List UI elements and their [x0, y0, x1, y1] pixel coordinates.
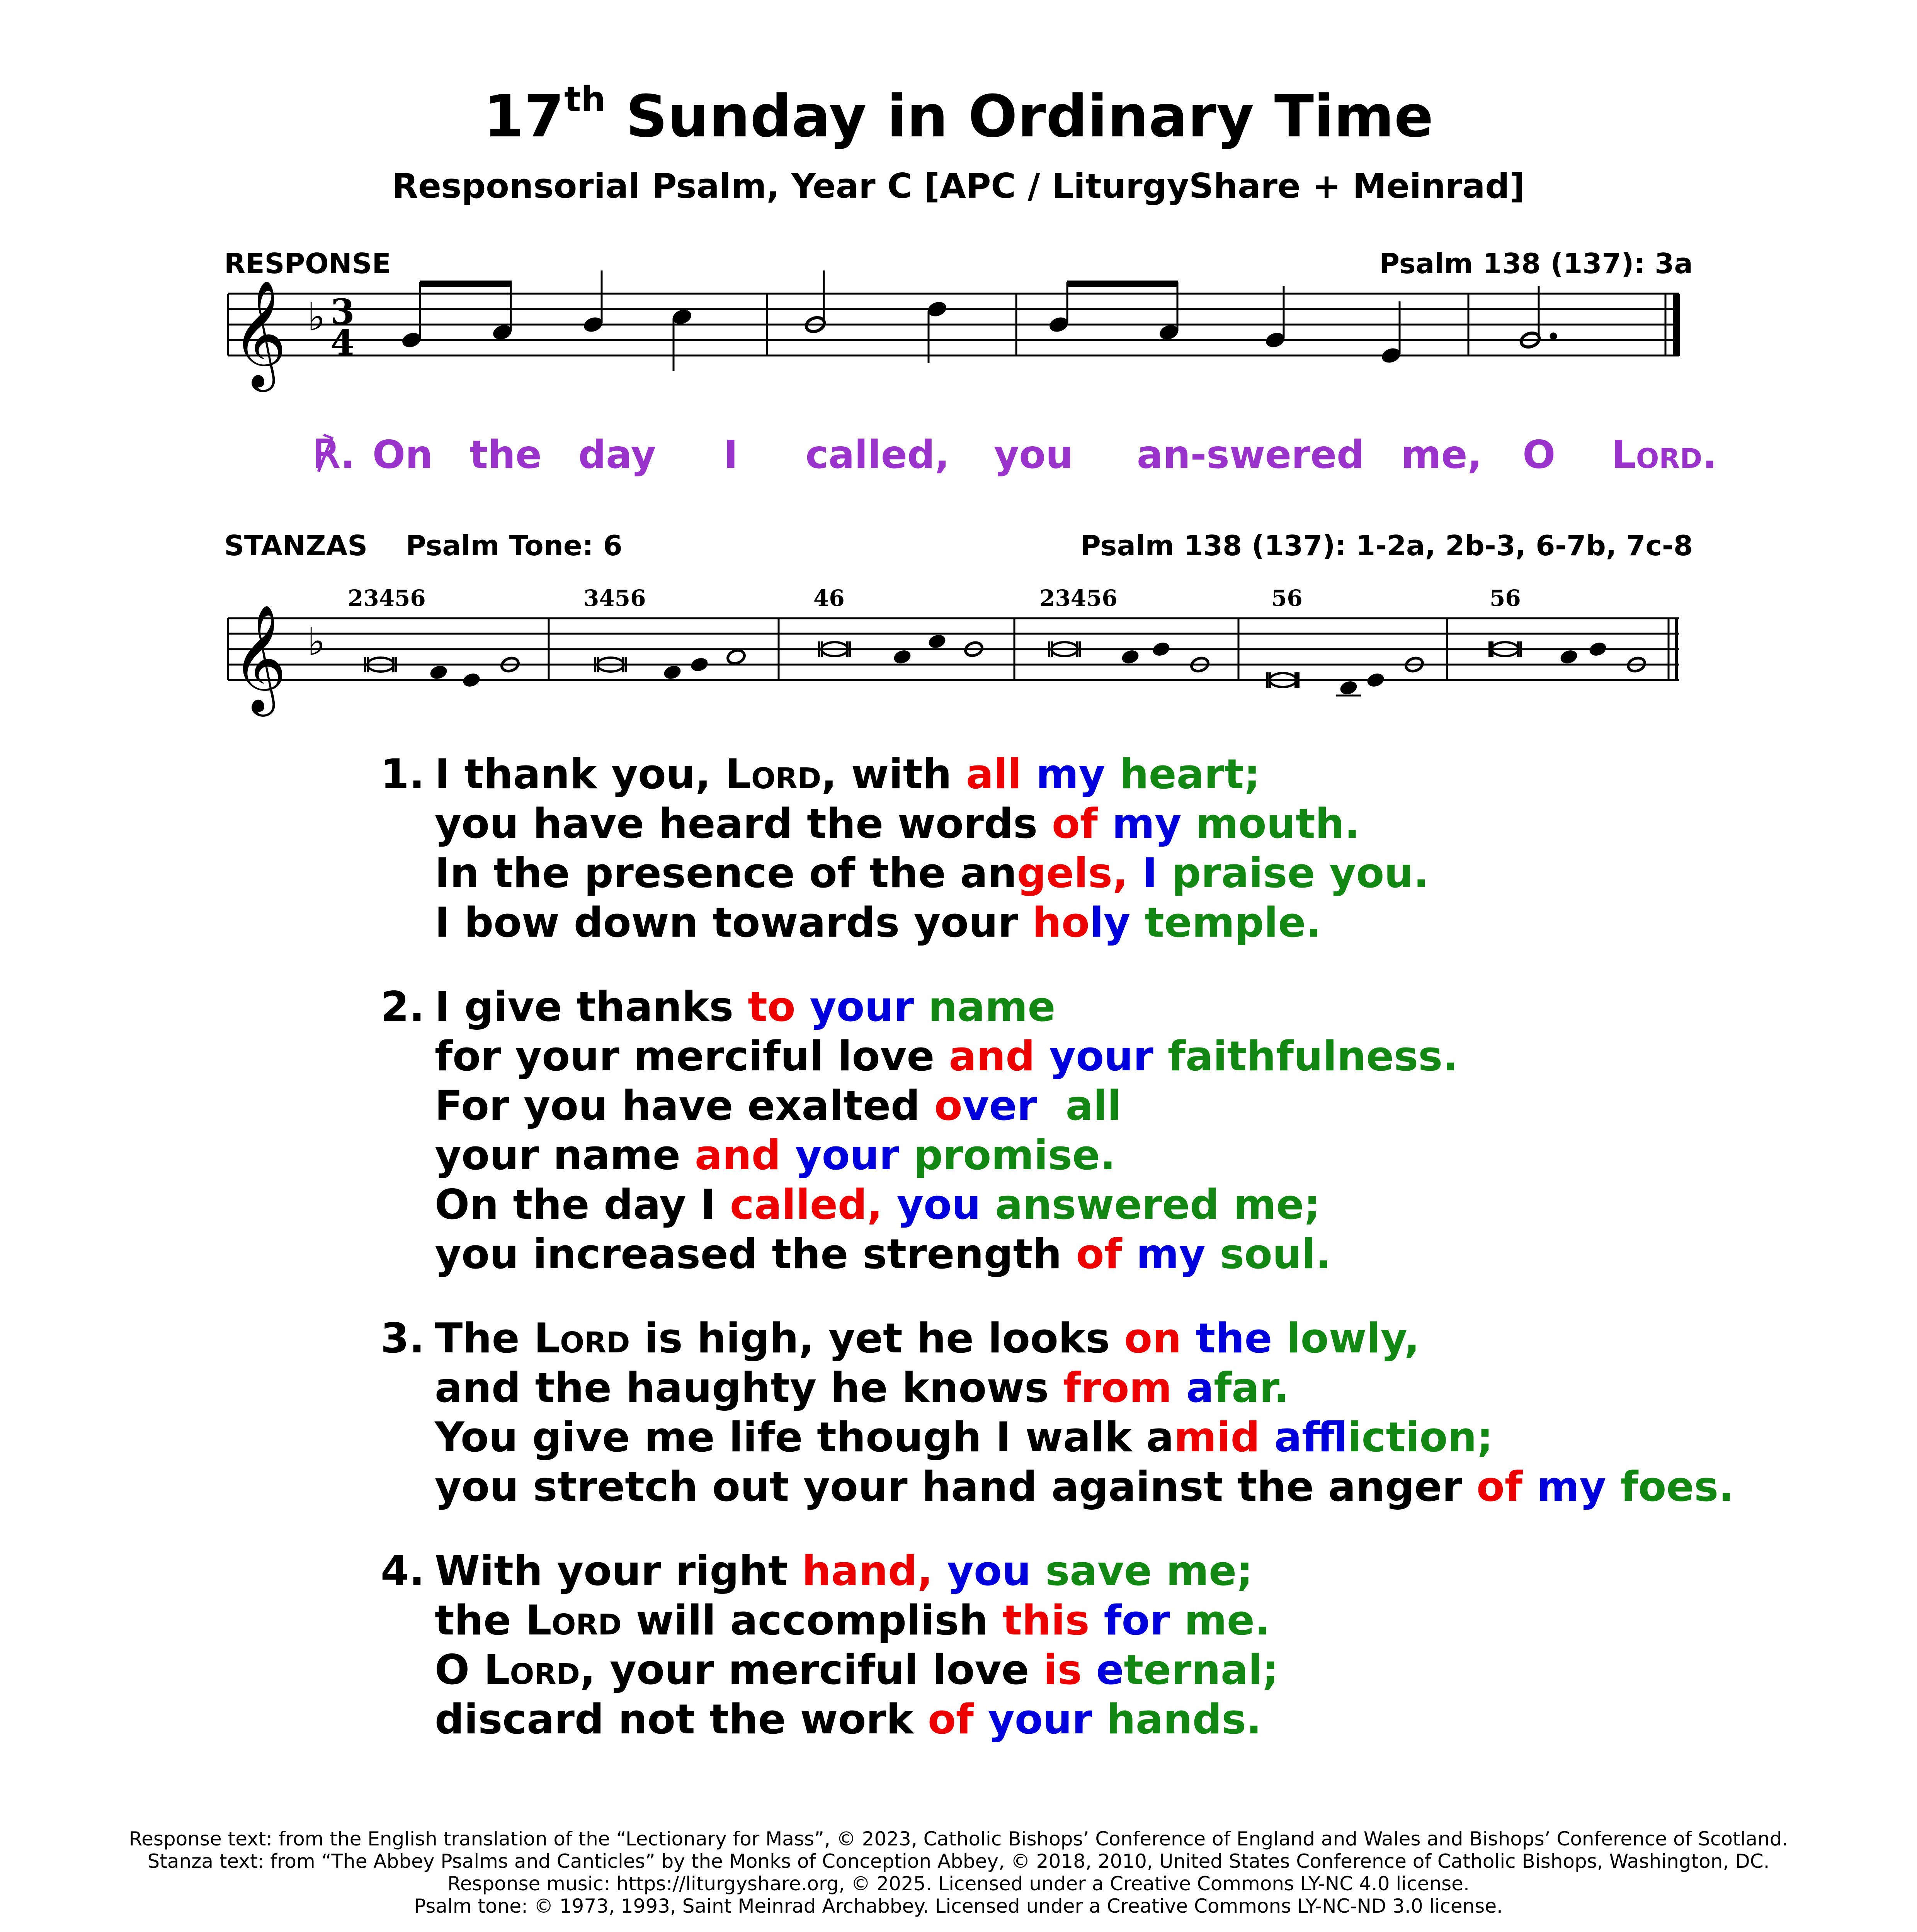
stanza — [381, 982, 1734, 1279]
text-segment: temple. — [1145, 899, 1322, 946]
credit-line: Psalm tone: © 1973, 1993, Saint Meinrad Archabbey. Licensed under a Creative Commons LY-NC-ND 3.0 license. — [414, 1895, 1503, 1917]
stanza-line — [435, 1462, 1734, 1512]
text-segment: o — [934, 1082, 963, 1129]
lyric-syllable: I — [723, 432, 738, 477]
credit-line: Response music: https://liturgyshare.org, © 2025. Licensed under a Creative Commons LY-NC 4.0 license. — [447, 1872, 1470, 1895]
response-reference: Psalm 138 (137): 3a — [1379, 247, 1693, 280]
credit-line: Stanza text: from “The Abbey Psalms and Canticles” by the Monks of Conception Abbey, © 2018, 2010, United States Conference of Catholic Bishops, Washington, DC. — [147, 1850, 1770, 1872]
text-segment: Lord — [534, 1315, 630, 1362]
text-segment — [1037, 1082, 1066, 1129]
text-segment: and — [694, 1131, 781, 1179]
stanza-line — [435, 1314, 1734, 1363]
text-segment: to — [748, 983, 796, 1031]
measure-label: 3456 — [583, 585, 646, 611]
text-segment — [1206, 1230, 1220, 1278]
text-segment — [781, 1131, 795, 1179]
stanza-line — [435, 1363, 1734, 1413]
credits — [0, 1828, 1917, 1917]
measure-label: 23456 — [1039, 585, 1118, 611]
text-segment: Lord — [484, 1646, 580, 1694]
text-segment: promise. — [913, 1131, 1116, 1179]
response-label: RESPONSE — [224, 247, 391, 280]
text-segment: answered me; — [995, 1181, 1320, 1228]
text-segment — [974, 1696, 988, 1743]
text-segment — [1082, 1646, 1096, 1694]
text-segment: af — [1274, 1413, 1348, 1461]
measure-label: 23456 — [348, 585, 426, 611]
stanza-line — [435, 1645, 1734, 1695]
lyric-syllable: O — [1522, 432, 1556, 477]
text-segment: With your right — [435, 1547, 802, 1595]
stanza-line — [435, 1413, 1734, 1462]
text-segment: lowly, — [1286, 1315, 1420, 1362]
text-segment: me. — [1184, 1597, 1271, 1644]
text-segment: save me; — [1045, 1547, 1253, 1595]
text-segment — [796, 983, 810, 1031]
text-segment: and — [949, 1032, 1035, 1080]
stanza — [381, 1546, 1734, 1744]
text-segment: heart; — [1119, 750, 1260, 798]
text-segment — [1153, 1032, 1168, 1080]
title-text: Sunday in Ordinary Time — [606, 83, 1434, 150]
lyric-syllable: called, — [805, 432, 950, 477]
stanza-line — [435, 1032, 1734, 1081]
psalm-tone-staff — [0, 0, 1917, 734]
text-segment — [1170, 1597, 1184, 1644]
lyric-syllable: day — [578, 432, 656, 477]
text-segment: my — [1136, 1230, 1206, 1278]
text-segment: the — [1196, 1315, 1272, 1362]
stanzas-reference: Psalm 138 (137): 1-2a, 2b-3, 6-7b, 7c-8 — [1080, 529, 1693, 562]
text-segment: your — [810, 983, 914, 1031]
text-segment — [1092, 1696, 1106, 1743]
stanza-number: 1. — [381, 750, 425, 798]
flat-sign-icon: ♭ — [307, 619, 326, 664]
text-segment — [1022, 750, 1036, 798]
text-segment: praise you. — [1172, 849, 1429, 897]
text-segment: I thank you, — [435, 750, 725, 798]
text-segment: gels, — [1017, 849, 1128, 897]
text-segment: your — [1049, 1032, 1153, 1080]
text-segment: you — [947, 1547, 1031, 1595]
text-segment: hands. — [1106, 1696, 1262, 1743]
title-ordinal-suffix: th — [564, 79, 606, 120]
text-segment: on — [1124, 1315, 1182, 1362]
text-segment: For you have exalted — [435, 1082, 934, 1129]
time-signature-bottom: 4 — [330, 322, 355, 363]
text-segment: ly — [1089, 899, 1131, 946]
text-segment — [1182, 1315, 1196, 1362]
stanza-line — [435, 750, 1734, 799]
text-segment: you — [896, 1181, 981, 1228]
text-segment: On the day I — [435, 1181, 730, 1228]
stanza-line — [435, 799, 1734, 849]
text-segment: is high, yet he looks — [630, 1315, 1124, 1362]
text-segment: ternal; — [1124, 1646, 1279, 1694]
text-segment: my — [1112, 800, 1182, 847]
stanza-line — [435, 982, 1734, 1032]
text-segment — [1130, 899, 1145, 946]
text-segment: faithfulness. — [1167, 1032, 1458, 1080]
text-segment: I give thanks — [435, 983, 748, 1031]
text-segment — [1035, 1032, 1049, 1080]
text-segment — [981, 1181, 995, 1228]
lyric-syllable: you — [994, 432, 1073, 477]
text-segment: hand, — [802, 1547, 933, 1595]
stanza-line — [435, 1131, 1734, 1180]
credit-line: Response text: from the English translation of the “Lectionary for Mass”, © 2023, Catholic Bishops’ Conference of England and Wales and Bishops’ Conference of Scotland. — [129, 1828, 1788, 1850]
lyric-syllable: an-swered — [1137, 432, 1364, 477]
text-segment: I — [1142, 849, 1158, 897]
measure-label: 56 — [1490, 585, 1521, 611]
text-segment: The — [435, 1315, 534, 1362]
text-segment — [1105, 750, 1119, 798]
text-segment — [1031, 1547, 1045, 1595]
lyric-syllable: On — [372, 432, 433, 477]
text-segment: will accomplish — [621, 1597, 1003, 1644]
text-segment: a — [1186, 1364, 1214, 1412]
text-segment — [1157, 849, 1172, 897]
text-segment: for your merciful love — [435, 1032, 949, 1080]
text-segment: called, — [730, 1181, 883, 1228]
lyric-syllable: Lord. — [1611, 432, 1717, 477]
stanza — [381, 750, 1734, 947]
title-number: 17 — [483, 83, 565, 150]
stanza-line — [435, 849, 1734, 898]
treble-clef-icon: 𝄞 — [232, 604, 287, 712]
measure-label: 56 — [1271, 585, 1303, 611]
text-segment: In the presence of the an — [435, 849, 1017, 897]
text-segment: and the haughty he knows — [435, 1364, 1063, 1412]
text-segment — [1090, 1597, 1104, 1644]
stanza-line — [435, 1596, 1734, 1645]
text-segment: discard not the work — [435, 1696, 928, 1743]
flat-sign-icon: ♭ — [307, 294, 326, 340]
text-segment: O — [435, 1646, 484, 1694]
text-segment: of — [1051, 800, 1098, 847]
text-segment: soul. — [1220, 1230, 1331, 1278]
text-segment — [1172, 1364, 1186, 1412]
text-segment: you stretch out your hand against the anger — [435, 1463, 1477, 1510]
text-segment — [1272, 1315, 1287, 1362]
page-subtitle: Responsorial Psalm, Year C [APC / LiturgyShare + Meinrad] — [392, 166, 1525, 206]
lyric-syllable: me, — [1401, 432, 1482, 477]
text-segment — [1606, 1463, 1620, 1510]
stanza-line — [435, 1180, 1734, 1230]
measure-label: 46 — [813, 585, 845, 611]
text-segment: of — [1476, 1463, 1522, 1510]
text-segment: for — [1104, 1597, 1170, 1644]
text-segment: your — [795, 1131, 900, 1179]
text-segment: of — [1076, 1230, 1122, 1278]
response-symbol: ℟. — [313, 432, 355, 477]
text-segment: , your merciful love — [580, 1646, 1044, 1694]
text-segment: e — [1096, 1646, 1124, 1694]
text-segment: my — [1536, 1463, 1606, 1510]
text-segment: , with — [821, 750, 966, 798]
text-segment — [1522, 1463, 1537, 1510]
stanza-number: 4. — [381, 1547, 425, 1595]
text-segment — [1098, 800, 1112, 847]
text-segment: you have heard the words — [435, 800, 1052, 847]
text-segment — [899, 1131, 913, 1179]
text-segment — [914, 983, 928, 1031]
text-segment: fliction; — [1347, 1413, 1493, 1461]
text-segment — [1128, 849, 1142, 897]
text-segment: all — [1065, 1082, 1121, 1129]
text-segment: the — [435, 1597, 526, 1644]
stanza-line — [435, 1546, 1734, 1596]
text-segment: far. — [1214, 1364, 1289, 1412]
text-segment: is — [1043, 1646, 1082, 1694]
text-segment: my — [1036, 750, 1106, 798]
text-segment: your name — [435, 1131, 695, 1179]
treble-clef-icon: 𝄞 — [232, 279, 287, 387]
text-segment — [1181, 800, 1196, 847]
text-segment: Lord — [725, 750, 822, 798]
text-segment: foes. — [1620, 1463, 1734, 1510]
stanza-line — [435, 898, 1734, 947]
text-segment — [933, 1547, 947, 1595]
text-segment: name — [928, 983, 1056, 1031]
stanzas-label: STANZAS — [224, 529, 368, 562]
lyric-syllable: the — [469, 432, 542, 477]
time-signature-top: 3 — [330, 291, 355, 332]
stanza-number: 2. — [381, 983, 425, 1031]
text-segment: mouth. — [1196, 800, 1360, 847]
text-segment: from — [1063, 1364, 1172, 1412]
text-segment: ver — [962, 1082, 1037, 1129]
text-segment: Lord — [525, 1597, 622, 1644]
stanza-line — [435, 1230, 1734, 1279]
stanza-line — [435, 1695, 1734, 1744]
text-segment: You give me life though I walk a — [435, 1413, 1174, 1461]
text-segment: of — [927, 1696, 974, 1743]
text-segment — [1260, 1413, 1274, 1461]
stanza — [381, 1314, 1734, 1512]
text-segment: mid — [1174, 1413, 1260, 1461]
text-segment — [883, 1181, 897, 1228]
psalm-tone-label: Psalm Tone: 6 — [406, 529, 623, 562]
text-segment: I bow down towards your — [435, 899, 1032, 946]
text-segment: all — [966, 750, 1022, 798]
stanza-line — [435, 1081, 1734, 1131]
text-segment — [1122, 1230, 1136, 1278]
stanza-list — [381, 750, 1734, 1779]
text-segment: ho — [1032, 899, 1090, 946]
text-segment: your — [988, 1696, 1092, 1743]
text-segment: this — [1002, 1597, 1090, 1644]
text-segment: you increased the strength — [435, 1230, 1076, 1278]
stanza-number: 3. — [381, 1315, 425, 1362]
